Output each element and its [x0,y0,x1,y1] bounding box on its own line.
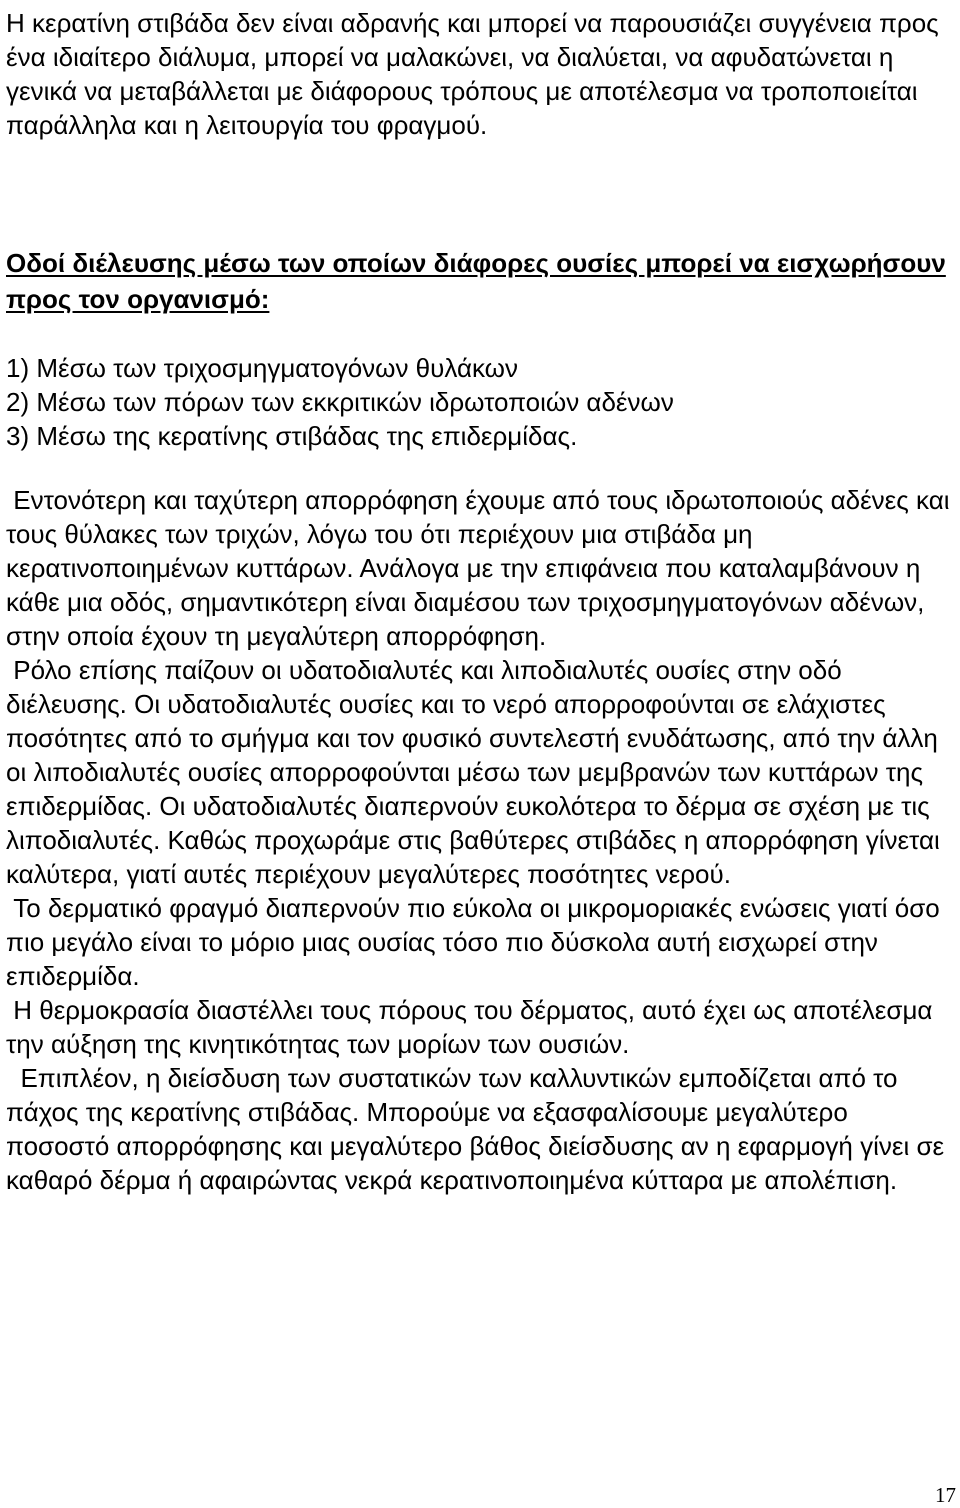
paragraph-temperature: Η θερμοκρασία διαστέλλει τους πόρους του δέρματος, αυτό έχει ως αποτέλεσμα την αύξηση της κινητικότητας των μορίων των ουσιών. [6,995,940,1059]
absorption-routes-list [6,351,956,453]
document-page [6,0,956,1197]
paragraph-penetration: Επιπλέον, η διείσδυση των συστατικών των καλλυντικών εμποδίζεται από το πάχος της κερατίνης στιβάδας. Μπορούμε να εξασφαλίσουμε μεγαλύτερο ποσοστό απορρόφησης και μεγαλύτερο βάθος διείσδυσης αν η εφαρμογή γίνει σε καθαρό δέρμα ή αφαιρώντας νεκρά κερατινοποιημένα κύτταρα με απολέπιση. [6,1063,952,1195]
list-item: 3) Μέσω της κερατίνης στιβάδας της επιδερμίδας. [6,421,578,451]
list-item: 1) Μέσω των τριχοσμηγματογόνων θυλάκων [6,353,518,383]
body-text [6,483,956,1197]
paragraph-absorption: Εντονότερη και ταχύτερη απορρόφηση έχουμε από τους ιδρωτοποιούς αδένες και τους θύλακες των τριχών, λόγω του ότι περιέχουν μια στιβάδα μη κερατινοποιημένων κυττάρων. Ανάλογα με την επιφάνεια που καταλαμβάνουν η κάθε μια οδός, σημαντικότερη είναι διαμέσου των τριχοσμηγματογόνων αδένων, στην οποία έχουν τη μεγαλύτερη απορρόφηση. [6,485,957,651]
page-number: 17 [935,1483,956,1507]
section-heading: Οδοί διέλευσης μέσω των οποίων διάφορες ουσίες μπορεί να εισχωρήσουν προς τον οργανισμό: [6,248,946,314]
paragraph-molecule-size: Το δερματικό φραγμό διαπερνούν πιο εύκολα οι μικρομοριακές ενώσεις γιατί όσο πιο μεγάλο είναι το μόριο μιας ουσίας τόσο πιο δύσκολα αυτή εισχωρεί στην επιδερμίδα. [6,893,947,991]
list-item: 2) Μέσω των πόρων των εκκριτικών ιδρωτοποιών αδένων [6,387,674,417]
intro-paragraph: Η κερατίνη στιβάδα δεν είναι αδρανής και μπορεί να παρουσιάζει συγγένεια προς ένα ιδιαίτερο διάλυμα, μπορεί να μαλακώνει, να διαλύεται, να αφυδατώνεται η γενικά να μεταβάλλεται με διάφορους τρόπους με αποτέλεσμα να τροποποιείται παράλληλα και η λειτουργία του φραγμού. [6,8,939,140]
paragraph-solubility: Ρόλο επίσης παίζουν οι υδατοδιαλυτές και λιποδιαλυτές ουσίες στην οδό διέλευσης. Οι υδατοδιαλυτές ουσίες και το νερό απορροφούνται σε ελάχιστες ποσότητες από το σμήγμα και τον φυσικό συντελεστή ενυδάτωσης, από την άλλη οι λιποδιαλυτές ουσίες απορροφούνται μέσω των μεμβρανών των κυττάρων της επιδερμίδας. Οι υδατοδιαλυτές διαπερνούν ευκολότερα το δέρμα σε σχέση με τις λιποδιαλυτές. Καθώς προχωράμε στις βαθύτερες στιβάδες η απορρόφηση γίνεται καλύτερα, γιατί αυτές περιέχουν μεγαλύτερες ποσότητες νερού. [6,655,947,889]
